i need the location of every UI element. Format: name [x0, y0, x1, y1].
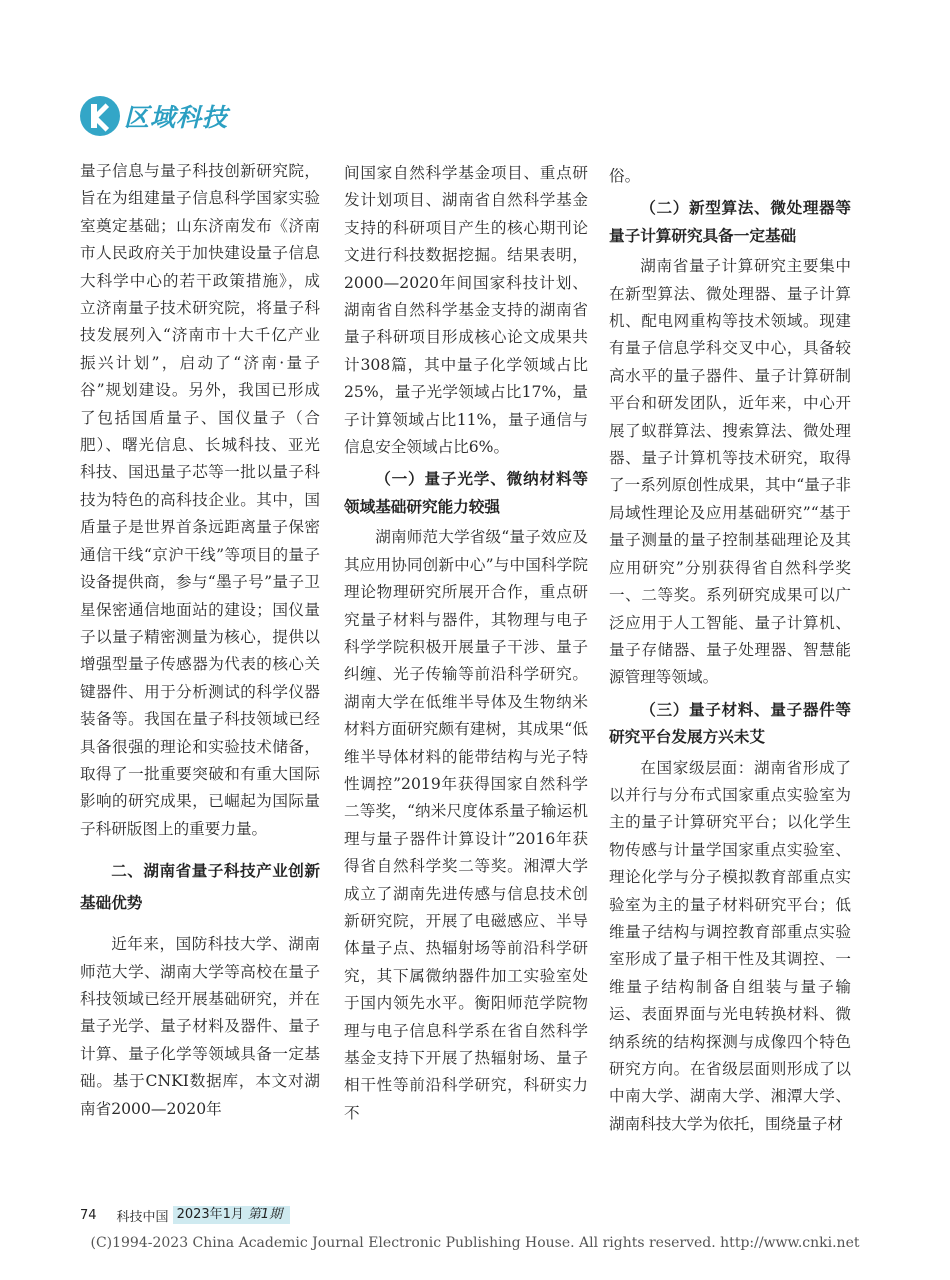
column-right [609, 163, 851, 1138]
journal-logo [80, 96, 228, 136]
paragraph: 量子信息与量子科技创新研究院，旨在为组建量子信息科学国家实验室奠定基础；山东济南发布《济南市人民政府关于加快建设量子信息大科学中心的若干政策措施》，成立济南量子技术研究院，将量子科技发展列入“济南市十大千亿产业振兴计划”，启动了“济南·量子谷”规划建设。另外，我国已形成了包括国盾量子、国仪量子（合肥）、曙光信息、长城科技、亚光科技、国迅量子芯等一批以量子科技为特色的高科技企业。其中，国盾量子是世界首条远距离量子保密通信干线“京沪干线”等项目的量子设备提供商，参与“墨子号”量子卫星保密通信地面站的建设；国仪量子以量子精密测量为核心，提供以增强型量子传感器为代表的核心关键器件、用于分析测试的科学仪器装备等。我国在量子科技领域已经具备很强的理论和实验技术储备，取得了一批重要突破和有重大国际影响的研究成果，已崛起为国际量子科研版图上的重要力量。 [80, 162, 320, 838]
copyright-notice: (C)1994-2023 China Academic Journal Electronic Publishing House. All rights reserved. http://www.cnki.net [90, 1235, 860, 1251]
page-number: 74 [80, 1207, 97, 1223]
paragraph: 俗。 [609, 167, 641, 185]
journal-name: 科技中国 [116, 1209, 169, 1225]
subsection-heading: （三）量子材料、量子器件等研究平台发展方兴未艾 [609, 699, 851, 747]
section-title: 区域科技 [124, 103, 229, 132]
issue-date: 2023年1月 [176, 1207, 244, 1222]
section-heading: 二、湖南省量子科技产业创新基础优势 [80, 862, 320, 913]
subsection-heading: （一）量子光学、微纳材料等领域基础研究能力较强 [344, 469, 588, 516]
column-middle [344, 160, 588, 1127]
issue-number: 第1期 [247, 1207, 283, 1222]
issue-tag [173, 1206, 291, 1224]
paragraph: 湖南师范大学省级“量子效应及其应用协同创新中心”与中国科学院理论物理研究所展开合作，重点研究量子材料与器件，其物理与电子科学学院积极开展量子干涉、量子纠缠、光子传输等前沿科学研究。湖南大学在低维半导体及生物纳米材料方面研究颇有建树，其成果“低维半导体材料的能带结构与光子特性调控”2019年获得国家自然科学二等奖，“纳米尺度体系量子输运机理与量子器件计算设计”2016年获得省自然科学奖二等奖。湘潭大学成立了湖南先进传感与信息技术创新研究院，开展了电磁感应、半导体量子点、热辐射场等前沿科学研究，其下属微纳器件加工实验室处于国内领先水平。衡阳师范学院物理与电子信息科学系在省自然科学基金支持下开展了热辐射场、量子相干性等前沿科学研究，科研实力不 [344, 528, 588, 1122]
subsection-heading: （二）新型算法、微处理器等量子计算研究具备一定基础 [609, 198, 851, 245]
k-logo-icon [80, 96, 120, 136]
paragraph: 在国家级层面：湖南省形成了以并行与分布式国家重点实验室为主的量子计算研究平台；以化学生物传感与计量学国家重点实验室、理论化学与分子模拟教育部重点实验室为主的量子材料研究平台；低维量子结构与调控教育部重点实验室形成了量子相干性及其调控、一维量子结构制备自组装与量子输运、表面界面与光电转换材料、微纳系统的结构探测与成像四个特色研究方向。在省级层面则形成了以中南大学、湖南大学、湘潭大学、湖南科技大学为依托，围绕量子材 [609, 758, 851, 1133]
paragraph: 近年来，国防科技大学、湖南师范大学、湖南大学等高校在量子科技领域已经开展基础研究，并在量子光学、量子材料及器件、量子计算、量子化学等领域具备一定基础。基于CNKI数据库，本文对湖南省2000—2020年 [80, 935, 320, 1118]
paragraph: 湖南省量子计算研究主要集中在新型算法、微处理器、量子计算机、配电网重构等技术领域。现建有量子信息学科交叉中心，具备较高水平的量子器件、量子计算研制平台和研发团队，近年来，中心开展了蚁群算法、搜索算法、微处理器、量子计算机等技术研究，取得了一系列原创性成果，其中“量子非局域性理论及应用基础研究”“基于量子测量的量子控制基础理论及其应用研究”分别获得省自然科学奖一、二等奖。系列研究成果可以广泛应用于人工智能、量子计算机、量子存储器、量子处理器、智慧能源管理等领域。 [609, 257, 851, 687]
page-footer [80, 1206, 290, 1224]
paragraph: 间国家自然科学基金项目、重点研发计划项目、湖南省自然科学基金支持的科研项目产生的核心期刊论文进行科技数据挖掘。结果表明，2000—2020年间国家科技计划、湖南省自然科学基金支持的湖南省量子科研项目形成核心论文成果共计308篇，其中量子化学领域占比25%，量子光学领域占比17%，量子计算领域占比11%，量子通信与信息安全领域占比6%。 [344, 164, 588, 457]
column-left [80, 158, 320, 1123]
